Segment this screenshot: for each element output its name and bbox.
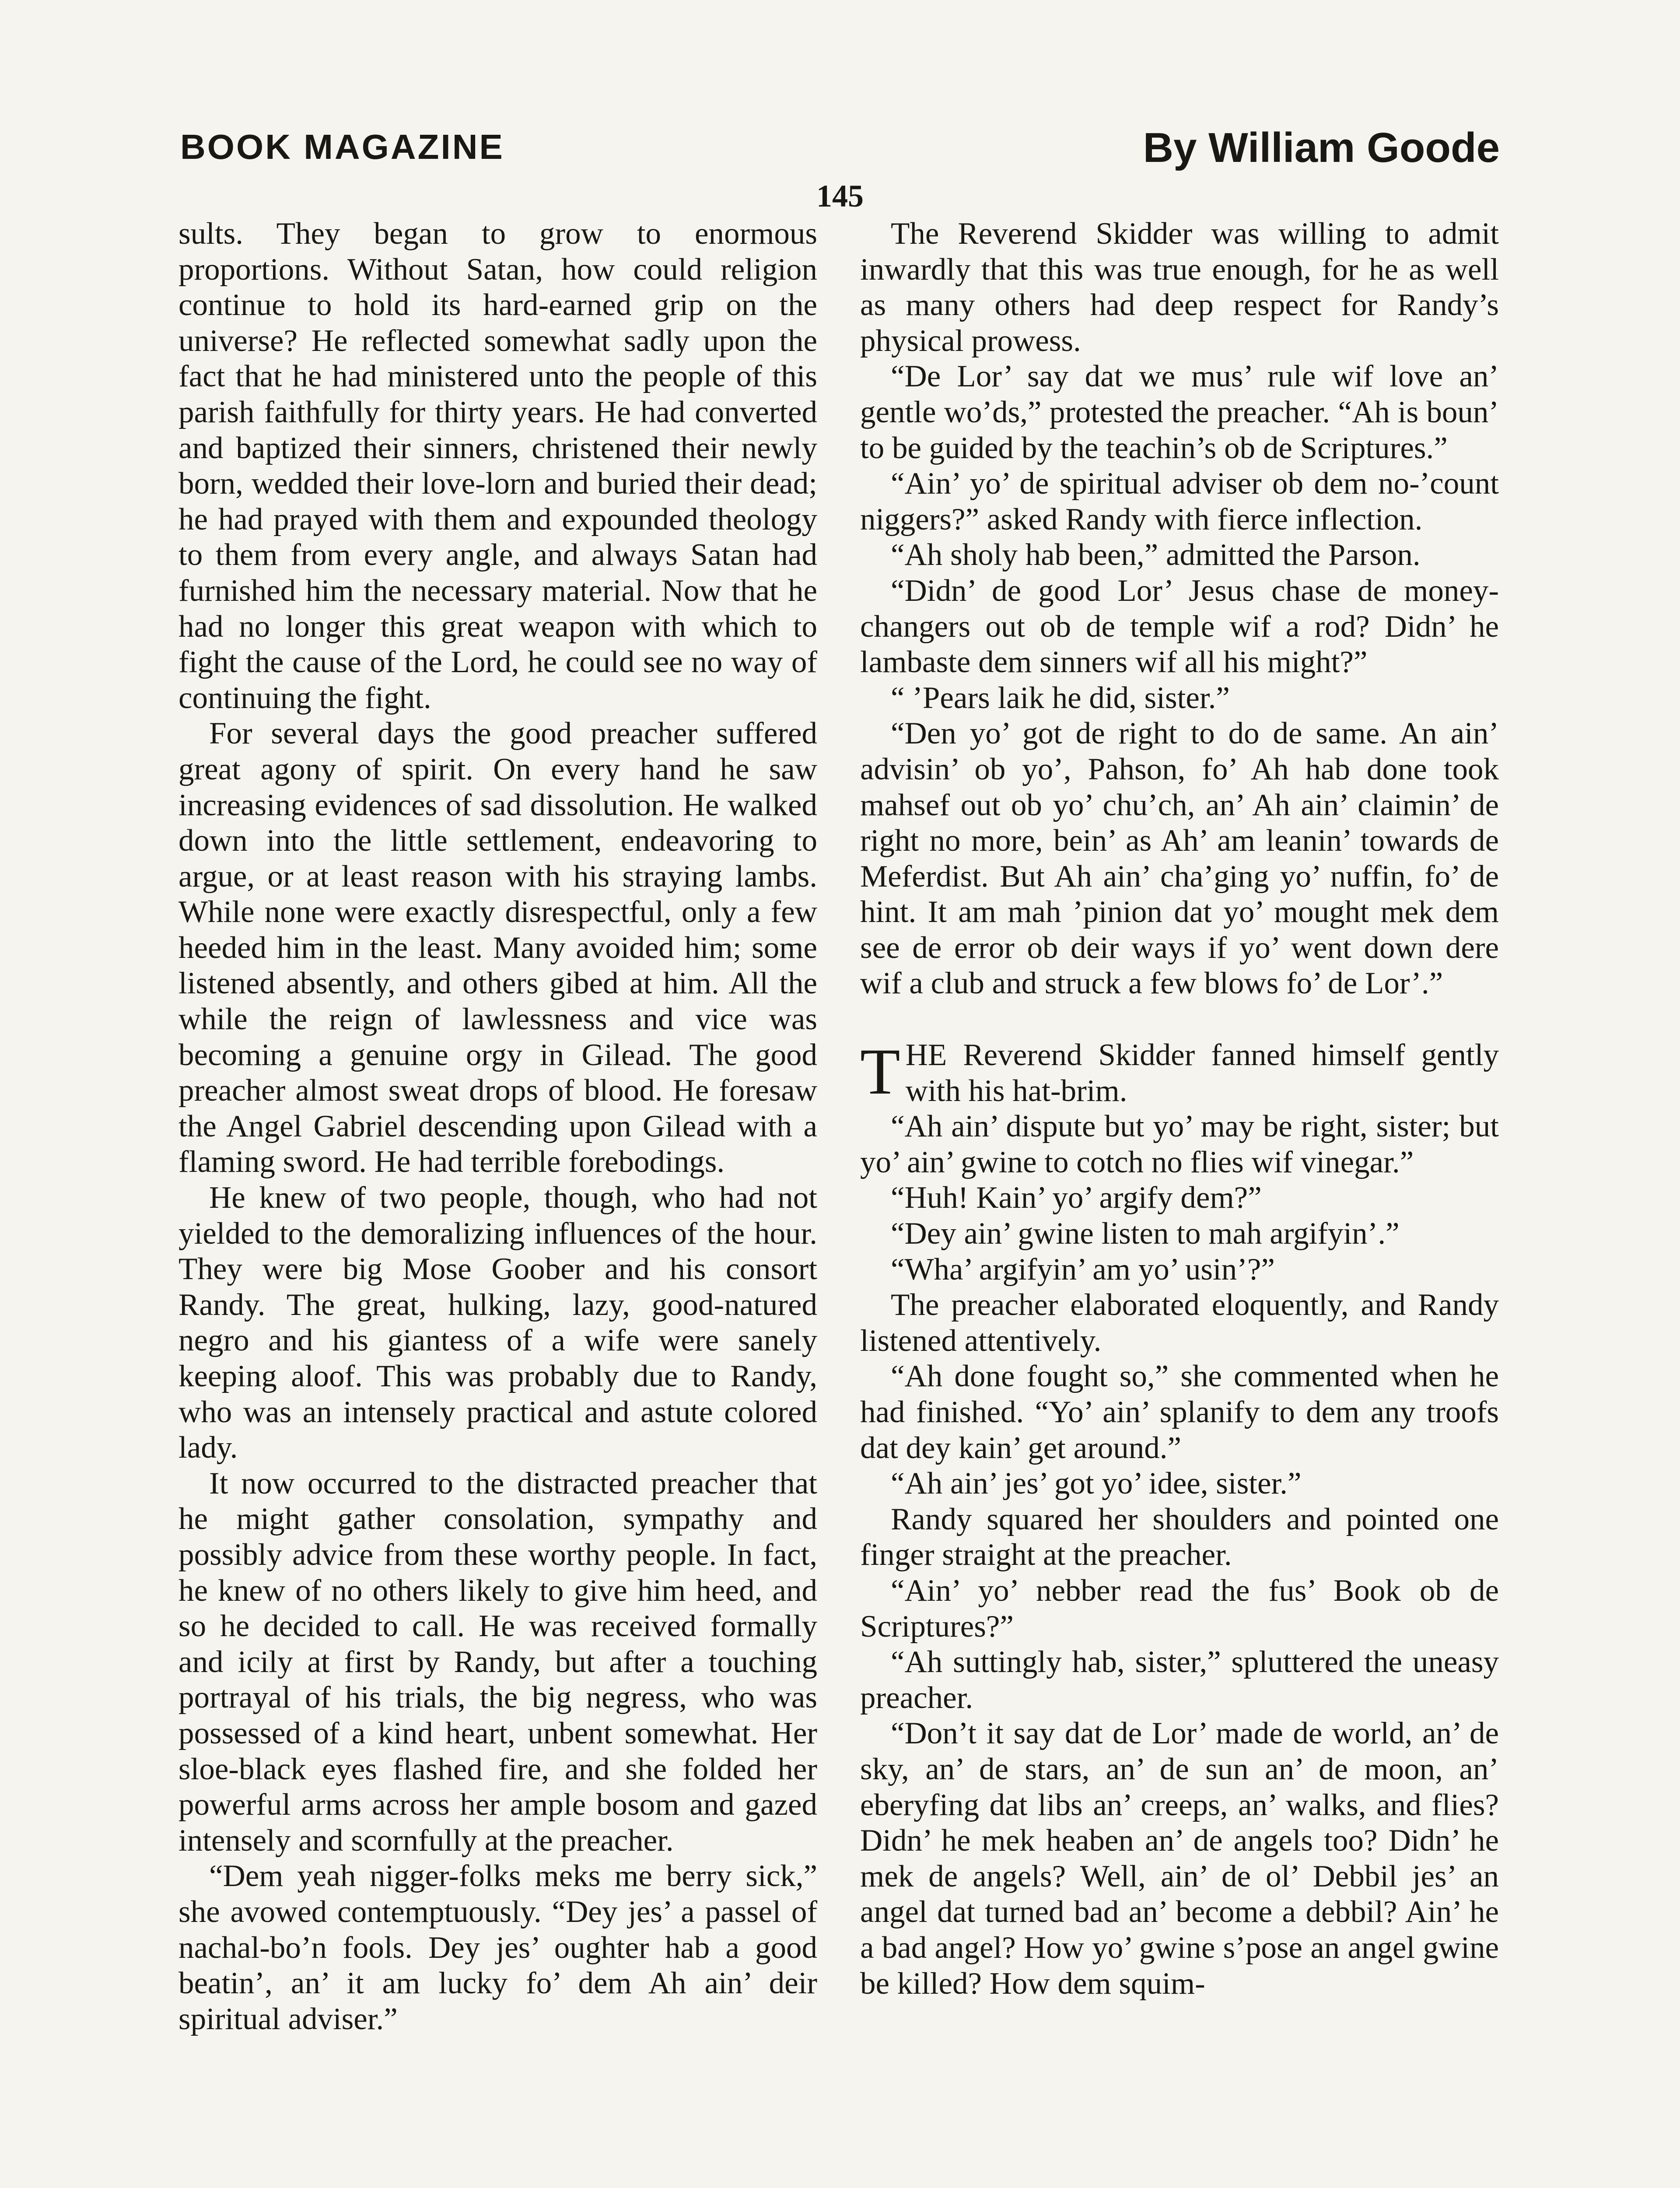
paragraph: For several days the good preacher suffered great agony of spirit. On every hand he saw increasing evidences of sad dissolution. He walked down into the little settlement, endeavoring to argue, or at least reason with his straying lambs. While none were exactly disrespectful, only a few heeded him in the least. Many avoided him; some listened absently, and others gibed at him. All the while the reign of lawlessness and vice was becoming a genuine orgy in Gilead. The good preacher almost sweat drops of blood. He foresaw the Angel Gabriel descending upon Gilead with a flaming sword. He had terrible forebodings. bbox=[178, 716, 817, 1179]
paragraph: “Ain’ yo’ nebber read the fus’ Book ob de Scriptures?” bbox=[860, 1573, 1499, 1644]
section-break bbox=[860, 1002, 1499, 1038]
paragraph: “ ’Pears laik he did, sister.” bbox=[891, 680, 1230, 715]
left-column bbox=[178, 216, 817, 2037]
magazine-title: BOOK MAGAZINE bbox=[180, 127, 504, 166]
paragraph: “De Lor’ say dat we mus’ rule wif love an’ gentle wo’ds,” protested the preacher. “Ah is boun’ to be guided by the teachin’s ob de Scriptures.” bbox=[860, 359, 1499, 465]
paragraph: “Dem yeah nigger-folks meks me berry sick,” she avowed contemptuously. “Dey jes’ a passel of nachal-bo’n fools. Dey jes’ oughter hab a good beatin’, an’ it am lucky fo’ dem Ah ain’ deir spiritual adviser.” bbox=[178, 1859, 817, 2036]
paragraph: “Didn’ de good Lor’ Jesus chase de money-changers out ob de temple wif a rod? Didn’ he lambaste dem sinners wif all his might?” bbox=[860, 573, 1499, 680]
paragraph: “Dey ain’ gwine listen to mah argifyin’.” bbox=[891, 1217, 1400, 1251]
paragraph: He knew of two people, though, who had not yielded to the demoralizing influences of the hour. They were big Mose Goober and his consort Randy. The great, hulking, lazy, good-natured negro and his giantess of a wife were sanely keeping aloof. This was probably due to Randy, who was an intensely practical and astute colored lady. bbox=[178, 1181, 817, 1465]
paragraph: “Ah suttingly hab, sister,” spluttered the uneasy preacher. bbox=[860, 1645, 1499, 1715]
paragraph: “Ah ain’ jes’ got yo’ idee, sister.” bbox=[891, 1466, 1302, 1501]
dropcap-paragraph-text: HE Reverend Skidder fanned himself gently with his hat-brim. bbox=[905, 1038, 1499, 1108]
paragraph: The Reverend Skidder was willing to admit inwardly that this was true enough, for he as well as many others had deep respect for Randy’s physical prowess. bbox=[860, 217, 1499, 358]
paragraph: “Ah sholy hab been,” admitted the Parson. bbox=[891, 538, 1421, 572]
paragraph: “Ah done fought so,” she commented when he had finished. “Yo’ ain’ splanify to dem any troofs dat dey kain’ get around.” bbox=[860, 1359, 1499, 1465]
dropcap-paragraph bbox=[860, 1035, 1499, 1109]
paragraph: The preacher elaborated eloquently, and Randy listened attentively. bbox=[860, 1288, 1499, 1358]
paragraph: “Ah ain’ dispute but yo’ may be right, sister; but yo’ ain’ gwine to cotch no flies wif vinegar.” bbox=[860, 1109, 1499, 1179]
paragraph: “Huh! Kain’ yo’ argify dem?” bbox=[891, 1181, 1262, 1215]
right-column bbox=[860, 216, 1499, 2002]
paragraph: It now occurred to the distracted preacher that he might gather consolation, sympathy and possibly advice from these worthy people. In fact, he knew of no others likely to give him heed, and so he decided to call. He was received formally and icily at first by Randy, but after a touching portrayal of his trials, the big negress, who was possessed of a kind heart, unbent somewhat. Her sloe-black eyes flashed fire, and she folded her powerful arms across her ample bosom and gazed intensely and scornfully at the preacher. bbox=[178, 1466, 817, 1858]
paragraph: “Don’t it say dat de Lor’ made de world, an’ de sky, an’ de stars, an’ de sun an’ de moon, an’ eberyfing dat libs an’ creeps, an’ walks, and flies? Didn’ he mek heaben an’ de angels too? Didn’ he mek de angels? Well, ain’ de ol’ Debbil jes’ an angel dat turned bad an’ become a debbil? Ain’ he a bad angel? How yo’ gwine s’pose an angel gwine be killed? How dem squim- bbox=[860, 1716, 1499, 2001]
paragraph: “Den yo’ got de right to do de same. An ain’ advisin’ ob yo’, Pahson, fo’ Ah hab done took mahsef out ob yo’ chu’ch, an’ Ah ain’ claimin’ de right no more, bein’ as Ah’ am leanin’ towards de Meferdist. But Ah ain’ cha’ging yo’ nuffin, fo’ de hint. It am mah ’pinion dat yo’ mought mek dem see de error ob deir ways if yo’ went down dere wif a club and struck a few blows fo’ de Lor’.” bbox=[860, 716, 1499, 1001]
page-number: 145 bbox=[816, 179, 864, 214]
drop-cap: T bbox=[860, 1035, 900, 1108]
author-byline: By William Goode bbox=[1143, 124, 1500, 171]
paragraph: “Wha’ argifyin’ am yo’ usin’?” bbox=[891, 1252, 1275, 1287]
paragraph: “Ain’ yo’ de spiritual adviser ob dem no-’count niggers?” asked Randy with fierce inflection. bbox=[860, 466, 1499, 536]
paragraph: Randy squared her shoulders and pointed one finger straight at the preacher. bbox=[860, 1502, 1499, 1572]
paragraph: sults. They began to grow to enormous proportions. Without Satan, how could religion continue to hold its hard-earned grip on the universe? He reflected somewhat sadly upon the fact that he had ministered unto the people of this parish faithfully for thirty years. He had converted and baptized their sinners, christened their newly born, wedded their love-lorn and buried their dead; he had prayed with them and expounded theology to them from every angle, and always Satan had furnished him the necessary material. Now that he had no longer this great weapon with which to fight the cause of the Lord, he could see no way of continuing the fight. bbox=[178, 217, 817, 715]
